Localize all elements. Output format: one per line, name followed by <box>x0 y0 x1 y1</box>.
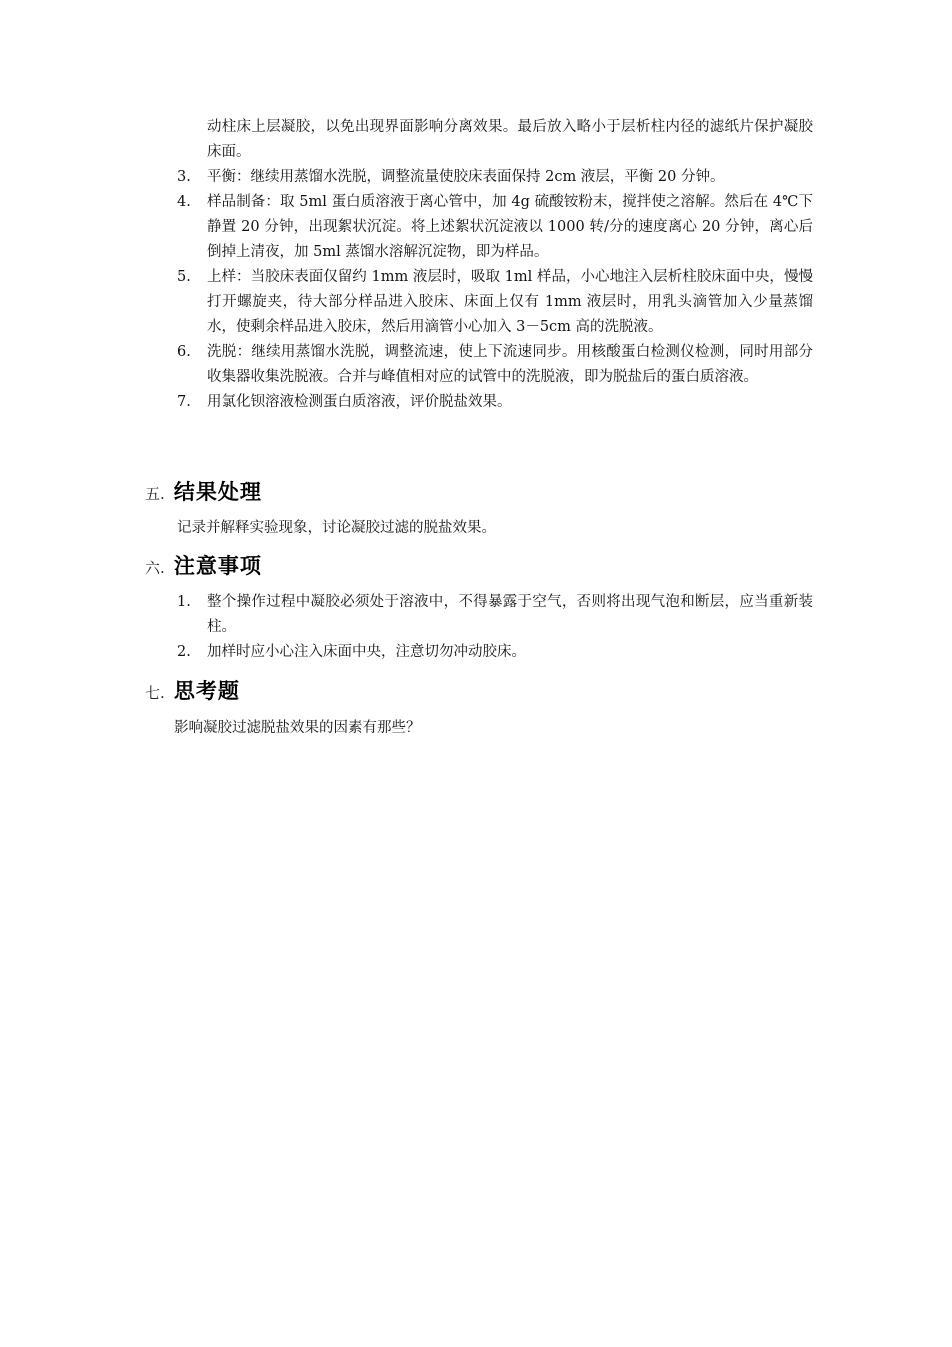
section-heading-questions <box>145 675 240 707</box>
questions-paragraph: 影响凝胶过滤脱盐效果的因素有那些？ <box>174 720 421 736</box>
note-number: 1. <box>177 594 191 610</box>
procedure-step <box>0 265 813 340</box>
step-number: 3. <box>177 169 191 185</box>
procedure-steps-list <box>0 165 813 415</box>
section-heading-results <box>145 476 262 508</box>
section-number: 七. <box>145 684 165 702</box>
section-title: 注意事项 <box>173 554 262 578</box>
section-title: 思考题 <box>173 679 240 703</box>
step-text: 洗脱：继续用蒸馏水洗脱，调整流速，使上下流速同步。用核酸蛋白检测仪检测，同时用部分收集器收集洗脱液。合并与峰值相对应的试管中的洗脱液，即为脱盐后的蛋白质溶液。 <box>207 344 813 385</box>
step-number: 7. <box>177 394 191 410</box>
section-number: 五. <box>145 485 165 503</box>
procedure-step <box>0 340 813 390</box>
step-text: 上样：当胶床表面仅留约 1mm 液层时，吸取 1ml 样品，小心地注入层析柱胶床面中央，慢慢打开螺旋夹，待大部分样品进入胶床、床面上仅有 1mm 液层时，用乳头滴管加入少量蒸馏水，使剩余样品进入胶床，然后用滴管小心加入 3－5cm 高的洗脱液。 <box>207 269 813 335</box>
step-text: 用氯化钡溶液检测蛋白质溶液，评价脱盐效果。 <box>207 394 512 410</box>
procedure-step <box>0 390 813 415</box>
note-text: 整个操作过程中凝胶必须处于溶液中，不得暴露于空气，否则将出现气泡和断层，应当重新装柱。 <box>207 594 813 635</box>
note-item <box>0 590 813 640</box>
section-title: 结果处理 <box>173 480 262 504</box>
step-text: 平衡：继续用蒸馏水洗脱，调整流量使胶床表面保持 2cm 液层，平衡 20 分钟。 <box>207 169 725 185</box>
note-item <box>0 640 813 665</box>
step-text: 样品制备：取 5ml 蛋白质溶液于离心管中，加 4g 硫酸铵粉末，搅拌使之溶解。然后在 4℃下静置 20 分钟，出现絮状沉淀。将上述絮状沉淀液以 1000 转/分的速度离心 20 分钟，离心后倒掉上清夜，加 5ml 蒸馏水溶解沉淀物，即为样品。 <box>207 194 813 260</box>
note-text: 加样时应小心注入床面中央，注意切勿冲动胶床。 <box>207 644 526 660</box>
step-number: 6. <box>177 344 191 360</box>
note-number: 2. <box>177 644 191 660</box>
step-number: 5. <box>177 269 191 285</box>
continuation-paragraph: 动柱床上层凝胶，以免出现界面影响分离效果。最后放入略小于层析柱内径的滤纸片保护凝胶床面。 <box>207 119 813 160</box>
section-heading-notes <box>145 550 262 582</box>
step-number: 4. <box>177 194 191 210</box>
results-paragraph: 记录并解释实验现象，讨论凝胶过滤的脱盐效果。 <box>177 520 496 536</box>
section-number: 六. <box>145 559 165 577</box>
notes-list <box>0 590 813 665</box>
procedure-step <box>0 165 813 190</box>
procedure-step <box>0 190 813 265</box>
